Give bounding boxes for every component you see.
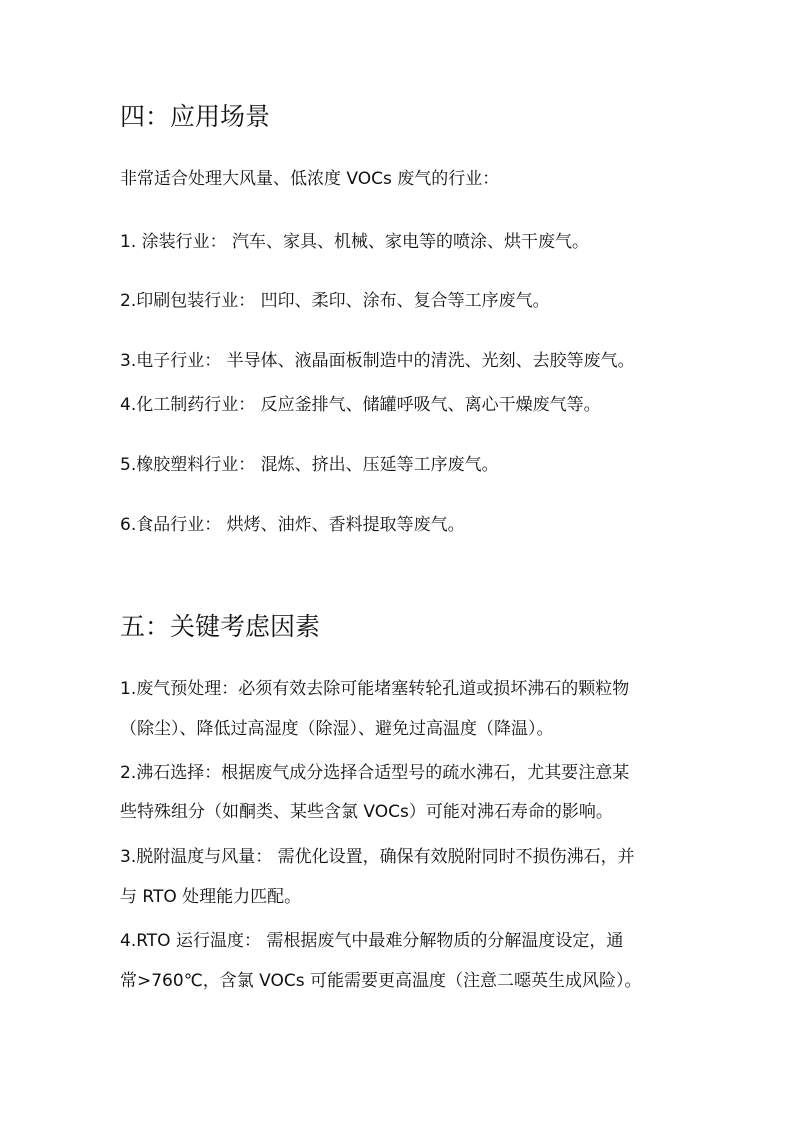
section-5-line-1: 1.废气预处理：必须有效去除可能堵塞转轮孔道或损坏沸石的颗粒物: [120, 679, 630, 699]
section-4-item-6: 6.食品行业： 烘烤、油炸、香料提取等废气。: [120, 515, 465, 535]
section-4-item-1: 1. 涂装行业： 汽车、家具、机械、家电等的喷涂、烘干废气。: [120, 232, 590, 252]
section-4-intro: 非常适合处理大风量、低浓度 VOCs 废气的行业：: [120, 169, 500, 189]
section-5-line-8: 常>760℃，含氯 VOCs 可能需要更高温度（注意二噁英生成风险）。: [120, 971, 642, 991]
section-4-item-5: 5.橡胶塑料行业： 混炼、挤出、压延等工序废气。: [120, 455, 499, 475]
section-4-item-3: 3.电子行业： 半导体、液晶面板制造中的清洗、光刻、去胶等废气。: [120, 351, 635, 371]
section-5-line-7: 4.RTO 运行温度： 需根据废气中最难分解物质的分解温度设定，通: [120, 931, 624, 951]
section-5-line-6: 与 RTO 处理能力匹配。: [120, 887, 302, 907]
section-5-line-3: 2.沸石选择：根据废气成分选择合适型号的疏水沸石，尤其要注意某: [120, 763, 630, 783]
section-5-line-4: 些特殊组分（如酮类、某些含氯 VOCs）可能对沸石寿命的影响。: [120, 802, 613, 822]
section-5-line-2: （除尘）、降低过高湿度（除湿）、避免过高温度（降温）。: [120, 719, 554, 739]
section-5-line-5: 3.脱附温度与风量： 需优化设置，确保有效脱附同时不损伤沸石，并: [120, 847, 635, 867]
section-4-item-2: 2.印刷包装行业： 凹印、柔印、涂布、复合等工序废气。: [120, 291, 550, 311]
section-4-heading: 四：应用场景: [120, 102, 271, 131]
section-5-heading: 五：关键考虑因素: [120, 612, 321, 641]
section-4-item-4: 4.化工制药行业： 反应釜排气、储罐呼吸气、离心干燥废气等。: [120, 395, 601, 415]
